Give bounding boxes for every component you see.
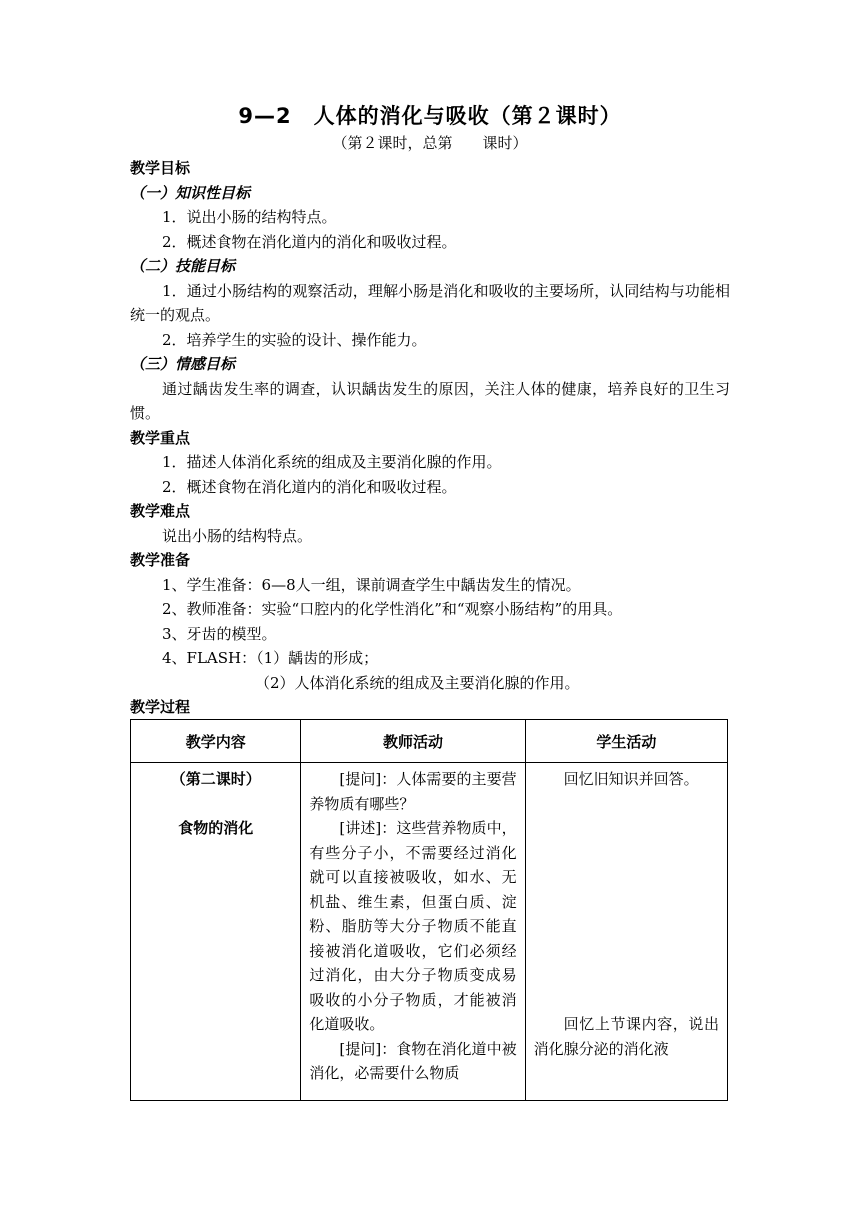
document-title: 9—2 人体的消化与吸收（第２课时） — [238, 104, 622, 128]
table-header-row — [131, 720, 728, 763]
column-header-student: 学生活动 — [525, 720, 727, 763]
student-activity-item: 回忆旧知识并回答。 — [563, 770, 699, 788]
preparation-item: 2、教师准备：实验“口腔内的化学性消化”和“观察小肠结构”的用具。 — [162, 600, 623, 618]
teaching-process-table — [130, 719, 728, 1101]
preparation-item: 4、FLASH：（1）龋齿的形成； — [162, 649, 379, 667]
column-header-teacher: 教师活动 — [301, 720, 525, 763]
content-cell — [131, 763, 301, 1101]
document-subtitle: （第２课时，总第 课时） — [332, 134, 528, 152]
content-topic-label: 食物的消化 — [178, 819, 254, 837]
preparation-item: 3、牙齿的模型。 — [162, 624, 277, 643]
teacher-explanation: [讲述]：这些营养物质中，有些分子小，不需要经过消化就可以直接被吸收，如水、无机盐、维生素，但蛋白质、淀粉、脂肪等大分子物质不能直接被消化道吸收，它们必须经过消化，由大分子物质变成易吸收的小分子物质，才能被消化道吸收。 — [309, 819, 517, 1033]
knowledge-objectives-heading: （一）知识性目标 — [130, 183, 251, 202]
skill-item: 2．培养学生的实验的设计、操作能力。 — [162, 330, 427, 349]
teacher-question: [提问]：食物在消化道中被消化，必需要什么物质 — [309, 1039, 517, 1082]
lesson-plan-body — [130, 156, 730, 720]
table-row — [131, 763, 728, 1101]
student-activity-cell — [525, 763, 727, 1101]
key-point-item: 1．描述人体消化系统的组成及主要消化腺的作用。 — [162, 453, 502, 471]
process-heading: 教学过程 — [130, 698, 191, 716]
emotion-text: 通过龋齿发生率的调查，认识龋齿发生的原因，关注人体的健康，培养良好的卫生习惯。 — [130, 379, 730, 422]
column-header-content: 教学内容 — [131, 720, 301, 763]
knowledge-item: 2．概述食物在消化道内的消化和吸收过程。 — [162, 232, 457, 251]
student-activity-item: 回忆上节课内容，说出消化腺分泌的消化液 — [533, 1015, 719, 1058]
difficulty-text: 说出小肠的结构特点。 — [162, 526, 313, 545]
content-lesson-label: （第二课时） — [170, 770, 261, 788]
preparation-continuation: （2）人体消化系统的组成及主要消化腺的作用。 — [255, 673, 580, 692]
teacher-activity-cell — [301, 763, 525, 1101]
key-points-heading: 教学重点 — [130, 428, 191, 447]
difficulty-heading: 教学难点 — [130, 502, 191, 520]
preparation-heading: 教学准备 — [130, 551, 191, 569]
key-point-item: 2．概述食物在消化道内的消化和吸收过程。 — [162, 477, 457, 496]
skill-item: 1．通过小肠结构的观察活动，理解小肠是消化和吸收的主要场所，认同结构与功能相统一的观点。 — [130, 281, 730, 324]
skill-objectives-heading: （二）技能目标 — [130, 257, 236, 275]
teacher-question: [提问]：人体需要的主要营养物质有哪些？ — [309, 770, 517, 813]
objectives-heading: 教学目标 — [130, 159, 191, 177]
emotion-objectives-heading: （三）情感目标 — [130, 355, 236, 373]
preparation-item: 1、学生准备：6—8人一组，课前调查学生中龋齿发生的情况。 — [162, 575, 581, 594]
knowledge-item: 1．说出小肠的结构特点。 — [162, 208, 337, 226]
